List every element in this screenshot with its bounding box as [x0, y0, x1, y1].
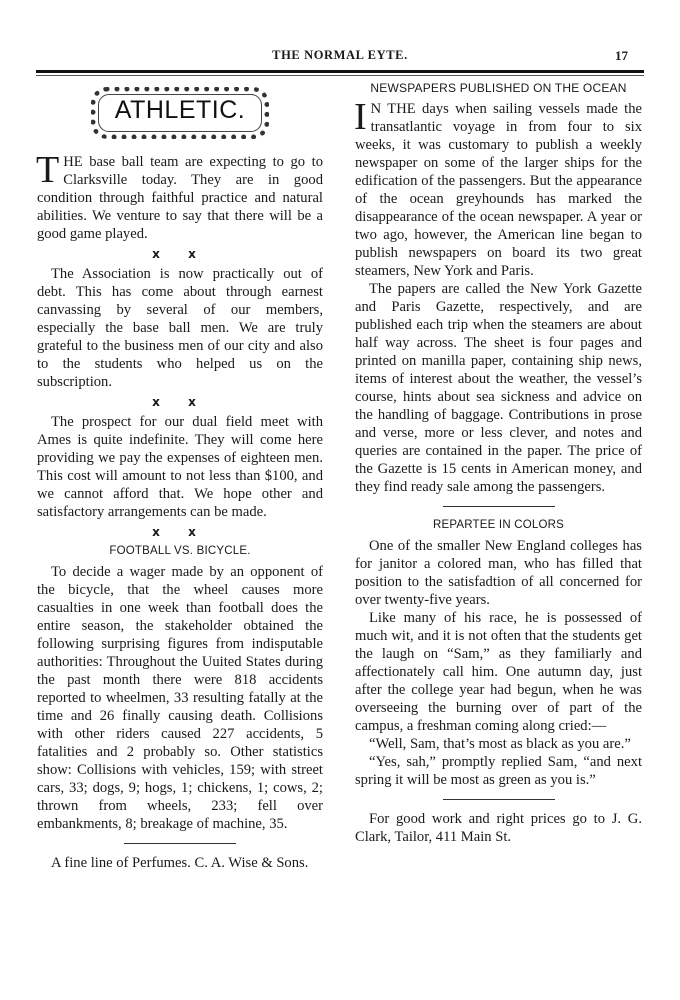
- advertisement-notice: For good work and right prices go to J. G. Clark, Tailor, 411 Main St.: [355, 811, 642, 845]
- article-paragraph: One of the smaller New England colleges has for janitor a colored man, who has filled that position to the satisfadtion of all concerned for over twenty-five years.: [355, 538, 642, 608]
- section-heading-football: FOOTBALL VS. BICYCLE.: [109, 545, 251, 557]
- left-column: [37, 80, 323, 872]
- short-divider: [124, 843, 236, 844]
- article-paragraph: “Well, Sam, that’s most as black as you are.”: [369, 736, 631, 752]
- right-column: [355, 80, 642, 846]
- section-title-athletic: ATHLETIC.: [114, 96, 246, 124]
- article-paragraph: “Yes, sah,” promptly replied Sam, “and next spring it will be most as green as you is.”: [355, 754, 642, 788]
- athletic-ornamental-frame: [91, 87, 269, 139]
- page-header: [0, 48, 680, 68]
- paragraph-text: HE base ball team are expecting to go to Clarksville today. They are in good condition through faithful practice and natural abilities. We venture to say that there will be a good game played.: [37, 154, 323, 242]
- header-rule-thick: [36, 70, 644, 73]
- section-heading-repartee: REPARTEE IN COLORS: [433, 519, 564, 531]
- drop-cap: T: [36, 149, 60, 191]
- short-divider: [443, 799, 555, 800]
- running-title: THE NORMAL EYTE.: [272, 48, 408, 62]
- paragraph-text: N THE days when sailing vessels made the transatlantic voyage in from four to six weeks, it was customary to publish a weekly newspaper on some of the larger ships for the edification of the passengers. But the appearance of the ocean greyhounds has marked the disappearance of the ocean newspaper. A year or two ago, however, the American line began to publish newspapers on board its two great steamers, New York and Paris.: [355, 101, 642, 279]
- article-paragraph: [36, 149, 323, 243]
- separator-ornament: x x: [152, 247, 208, 261]
- article-paragraph: The papers are called the New York Gazette and Paris Gazette, respectively, and are published each trip when the steamers are about half way across. The sheet is four pages and printed on manilla paper, containing ship news, items of interest about the weather, the vessel’s course, hints about sea sickness and advice on the handling of baggage. Contributions in prose and verse, more or less clever, and notes and queries are contained in the paper. The price of the Gazette is 15 cents in American money, and they find ready sale among the passengers.: [355, 281, 642, 495]
- article-paragraph: To decide a wager made by an opponent of the bicycle, that the wheel causes more casualties in one week than football does the entire season, the stakeholder obtained the following surprising figures from indisputable authorities: Throughout the Uuited States during the past month there were 818 accidents reported to wheelmen, 33 resulting fatally at the time and 26 finally causing death. Collisions with other riders caused 227 accidents, 5 fatalities and 2 probably so. Other statistics show: Collisions with vehicles, 159; with street cars, 33; dogs, 9; hogs, 1; chickens, 1; cows, 2; thrown from wheels, 233; fell over embankments, 8; breakage of machine, 35.: [37, 564, 323, 832]
- section-heading-newspapers: NEWSPAPERS PUBLISHED ON THE OCEAN: [370, 81, 627, 95]
- separator-ornament: x x: [152, 525, 208, 539]
- separator-ornament: x x: [152, 395, 208, 409]
- drop-cap: I: [354, 96, 367, 138]
- article-paragraph: The prospect for our dual field meet with Ames is quite indefinite. They will come here providing we pay the expenses of eighteen men. This cost will amount to not less than $100, and we cannot afford that. We hope other and satisfactory arrangements can be made.: [37, 414, 323, 520]
- short-divider: [443, 506, 555, 507]
- article-paragraph: Like many of his race, he is possessed of much wit, and it is not often that the students get the laugh on “Sam,” as they familiarly and affectionately call him. One autumn day, just after the college year had begun, when he was overseeing the burning over of part of the campus, a freshman coming along cried:—: [355, 610, 642, 734]
- article-paragraph: [354, 96, 642, 280]
- advertisement-notice: A fine line of Perfumes. C. A. Wise & Sons.: [51, 855, 309, 871]
- page-number: 17: [615, 48, 628, 63]
- header-rule-thin: [36, 75, 644, 76]
- article-paragraph: The Association is now practically out of debt. This has come about through earnest canvassing by several of our members, especially the base ball men. We are truly grateful to the business men of our city and also to the students who helped us on the subscription.: [37, 266, 323, 390]
